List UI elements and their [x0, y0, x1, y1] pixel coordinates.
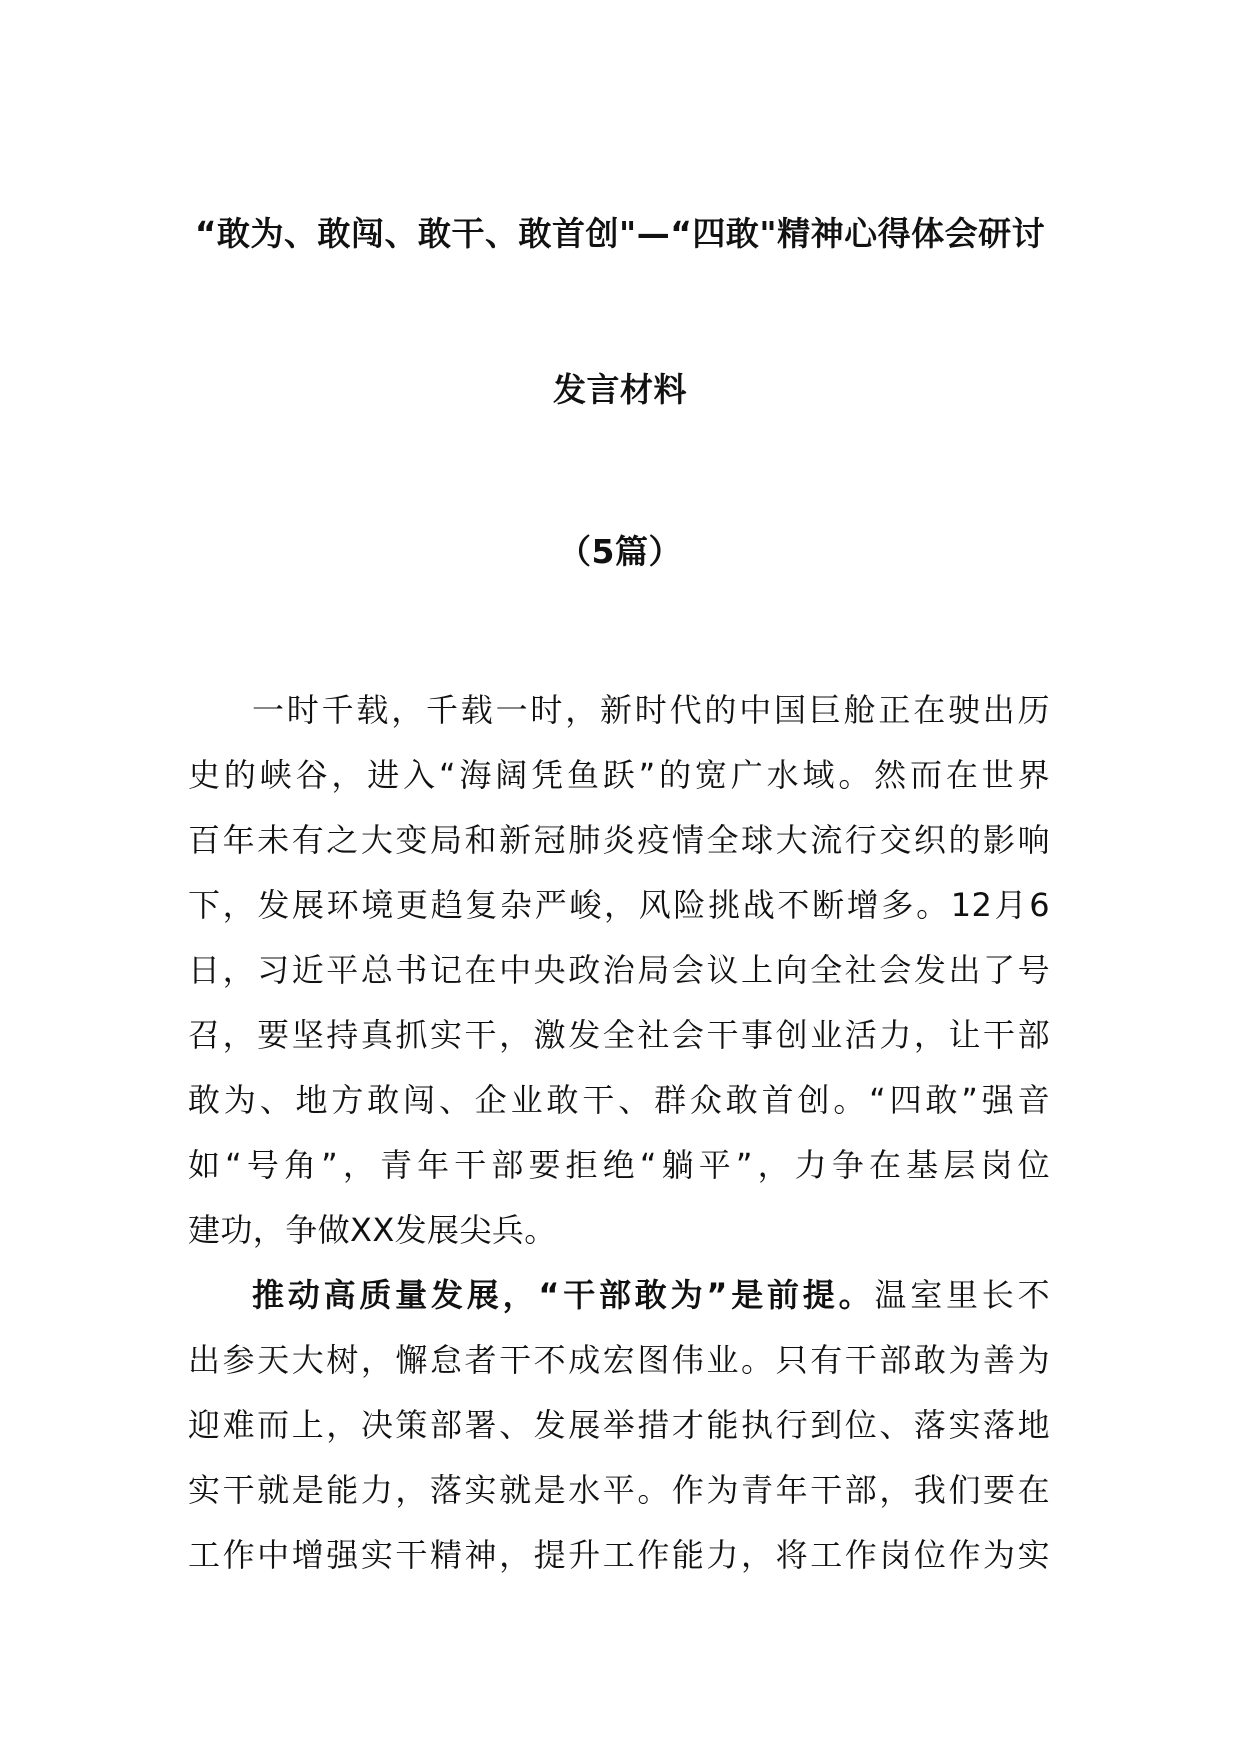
paragraph-line: 建功，争做XX发展尖兵。	[188, 1211, 557, 1249]
paragraph-line: 日，习近平总书记在中央政治局会议上向全社会发出了号	[188, 951, 1050, 989]
paragraph-line: 百年未有之大变局和新冠肺炎疫情全球大流行交织的影响	[188, 821, 1050, 859]
paragraph-cadres-dare	[188, 1263, 1050, 1588]
paragraph-line: 敢为、地方敢闯、企业敢干、群众敢首创。“四敢”强音	[188, 1081, 1050, 1119]
paragraph-lead-text: 温室里长不	[874, 1276, 1050, 1314]
paragraph-first-line	[188, 1263, 1050, 1328]
paragraph-line: 如“号角”，青年干部要拒绝“躺平”，力争在基层岗位	[188, 1146, 1050, 1184]
paragraph-line: 出参天大树，懈怠者干不成宏图伟业。只有干部敢为善为	[188, 1341, 1050, 1379]
paragraph-intro	[188, 678, 1050, 1263]
paragraph-heading-bold: 推动高质量发展，“干部敢为”是前提。	[252, 1276, 875, 1314]
document-title-line-1: “敢为、敢闯、敢干、敢首创"—“四敢"精神心得体会研讨	[194, 214, 1046, 253]
paragraph-line: 下，发展环境更趋复杂严峻，风险挑战不断增多。12月6	[188, 886, 1050, 924]
paragraph-line: 召，要坚持真抓实干，激发全社会干事创业活力，让干部	[188, 1016, 1050, 1054]
paragraph-line: 史的峡谷，进入“海阔凭鱼跃”的宽广水域。然而在世界	[188, 756, 1050, 794]
document-subtitle-count: （5篇）	[558, 532, 682, 571]
paragraph-line: 实干就是能力，落实就是水平。作为青年干部，我们要在	[188, 1471, 1050, 1509]
paragraph-line: 一时千载，千载一时，新时代的中国巨舱正在驶出历	[252, 691, 1050, 729]
paragraph-line: 工作中增强实干精神，提升工作能力，将工作岗位作为实	[188, 1536, 1050, 1574]
paragraph-line: 迎难而上，决策部署、发展举措才能执行到位、落实落地	[188, 1406, 1050, 1444]
document-title-line-2: 发言材料	[553, 370, 687, 409]
